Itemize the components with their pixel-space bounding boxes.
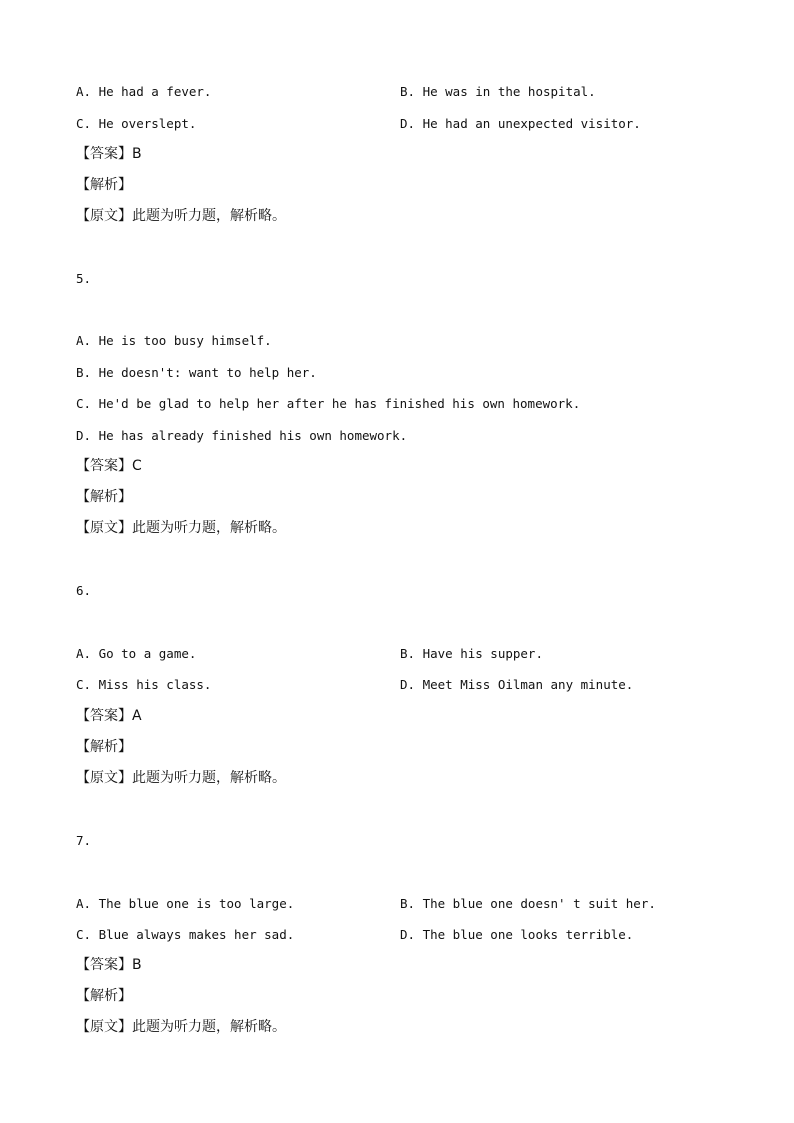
q5-option-d: D. He has already finished his own homework. bbox=[76, 428, 408, 443]
q6-number: 6. bbox=[76, 583, 92, 598]
q5-answer: 【答案】C bbox=[76, 458, 142, 474]
q6-option-b: B. Have his supper. bbox=[400, 646, 543, 661]
q5-option-b: B. He doesn't: want to help her. bbox=[76, 365, 317, 380]
q4-option-d: D. He had an unexpected visitor. bbox=[400, 116, 641, 131]
q5-analysis: 【解析】 bbox=[76, 489, 132, 505]
q6-option-c: C. Miss his class. bbox=[76, 677, 212, 692]
q6-original: 【原文】此题为听力题，解析略。 bbox=[76, 770, 286, 786]
q6-analysis: 【解析】 bbox=[76, 739, 132, 755]
q7-option-c: C. Blue always makes her sad. bbox=[76, 927, 295, 942]
q6-option-d: D. Meet Miss Oilman any minute. bbox=[400, 677, 634, 692]
q4-option-a: A. He had a fever. bbox=[76, 84, 212, 99]
q5-option-c: C. He'd be glad to help her after he has finished his own homework. bbox=[76, 396, 581, 411]
q4-original: 【原文】此题为听力题，解析略。 bbox=[76, 208, 286, 224]
q7-original: 【原文】此题为听力题，解析略。 bbox=[76, 1019, 286, 1035]
q4-option-b: B. He was in the hospital. bbox=[400, 84, 596, 99]
q5-original: 【原文】此题为听力题，解析略。 bbox=[76, 520, 286, 536]
q4-answer: 【答案】B bbox=[76, 146, 142, 162]
q5-option-a: A. He is too busy himself. bbox=[76, 333, 272, 348]
q6-option-a: A. Go to a game. bbox=[76, 646, 197, 661]
q4-analysis: 【解析】 bbox=[76, 177, 132, 193]
q7-option-a: A. The blue one is too large. bbox=[76, 896, 295, 911]
q5-number: 5. bbox=[76, 271, 92, 286]
q7-option-d: D. The blue one looks terrible. bbox=[400, 927, 634, 942]
q7-answer: 【答案】B bbox=[76, 957, 142, 973]
q6-answer: 【答案】A bbox=[76, 708, 142, 724]
q7-option-b: B. The blue one doesn' t suit her. bbox=[400, 896, 656, 911]
q7-number: 7. bbox=[76, 833, 92, 848]
q4-option-c: C. He overslept. bbox=[76, 116, 197, 131]
q7-analysis: 【解析】 bbox=[76, 988, 132, 1004]
